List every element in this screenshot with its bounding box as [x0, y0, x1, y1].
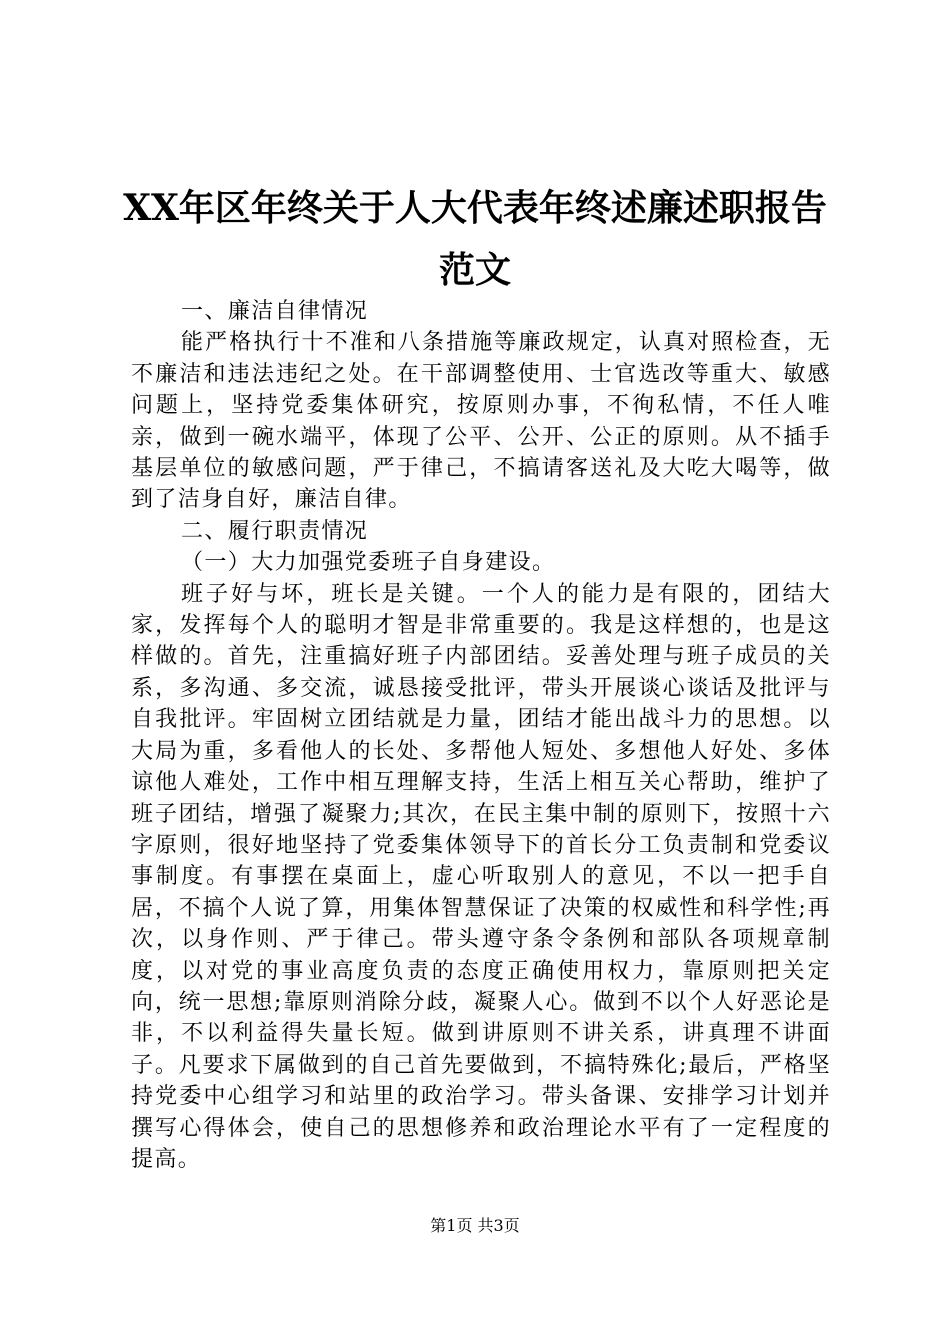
section-heading-2: 二、履行职责情况 [181, 518, 369, 544]
paragraph-1: 能严格执行十不准和八条措施等廉政规定，认真对照检查，无不廉洁和违法违纪之处。在干部调整使用、士官选改等重大、敏感问题上，坚持党委集体研究，按原则办事，不徇私情，不任人唯亲，做到一碗水端平，体现了公平、公开、公正的原则。从不插手基层单位的敏感问题，严于律己，不搞请客送礼及大吃大喝等，做到了洁身自好，廉洁自律。 [131, 330, 831, 513]
page-footer: 第1页 共3页 [430, 1216, 520, 1235]
subsection-heading-1: （一）大力加强党委班子自身建设。 [181, 550, 556, 576]
document-body [131, 296, 831, 1175]
document-title-line-2: 范文 [438, 249, 511, 291]
paragraph-2: 班子好与坏，班长是关键。一个人的能力是有限的，团结大家，发挥每个人的聪明才智是非常重要的。我是这样想的，也是这样做的。首先，注重搞好班子内部团结。妥善处理与班子成员的关系，多沟通、多交流，诚恳接受批评，带头开展谈心谈话及批评与自我批评。牢固树立团结就是力量，团结才能出战斗力的思想。以大局为重，多看他人的长处、多帮他人短处、多想他人好处、多体谅他人难处，工作中相互理解支持，生活上相互关心帮助，维护了班子团结，增强了凝聚力;其次，在民主集中制的原则下，按照十六字原则，很好地坚持了党委集体领导下的首长分工负责制和党委议事制度。有事摆在桌面上，虚心听取别人的意见，不以一把手自居，不搞个人说了算，用集体智慧保证了决策的权威性和科学性;再次，以身作则、严于律己。带头遵守条令条例和部队各项规章制度，以对党的事业高度负责的态度正确使用权力，靠原则把关定向，统一思想;靠原则消除分歧，凝聚人心。做到不以个人好恶论是非，不以利益得失量长短。做到讲原则不讲关系，讲真理不讲面子。凡要求下属做到的自己首先要做到，不搞特殊化;最后，严格坚持党委中心组学习和站里的政治学习。带头备课、安排学习计划并撰写心得体会，使自己的思想修养和政治理论水平有了一定程度的提高。 [131, 581, 831, 1172]
document-title-line-1: XX年区年终关于人大代表年终述廉述职报告 [123, 187, 827, 229]
section-heading-1: 一、廉洁自律情况 [181, 299, 369, 324]
